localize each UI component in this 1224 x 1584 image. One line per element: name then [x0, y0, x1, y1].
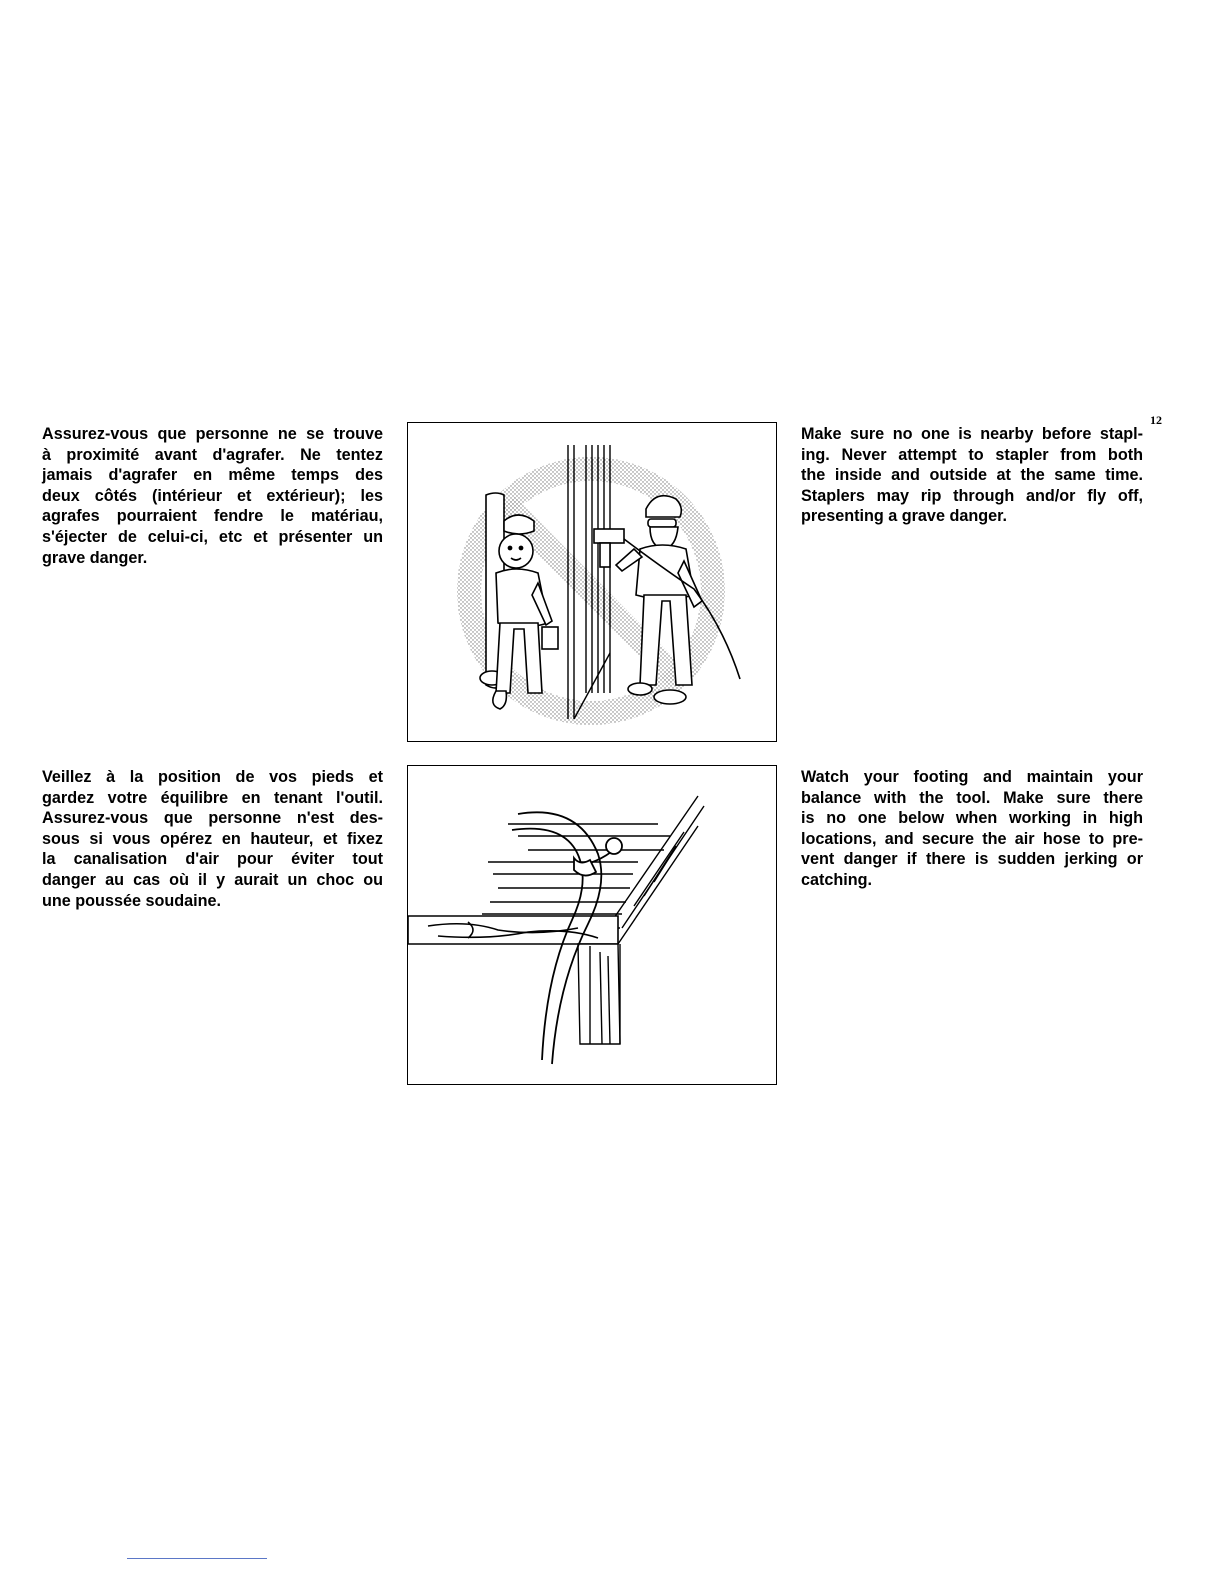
text-line: s'éjecter de celui-ci, etc et présenter un	[42, 527, 383, 546]
text-line: Assurez-vous que personne n'est des-	[42, 809, 383, 828]
footer-rule	[127, 1558, 267, 1559]
text-line: à proximité avant d'agrafer. Ne tentez	[42, 445, 383, 464]
text-line: Assurez-vous que personne ne se trouve	[42, 425, 383, 443]
page-number: 12	[1150, 413, 1162, 427]
text-line: Staplers may rip through and/or fly off,	[801, 486, 1143, 505]
text-line: Make sure no one is nearby before stapl-	[801, 425, 1143, 443]
text-line: presenting a grave danger.	[801, 507, 1008, 526]
english-paragraph-1	[801, 424, 1143, 527]
prohibition-illustration	[408, 423, 778, 743]
illustration-no-one-nearby	[407, 422, 777, 742]
text-line: jamais d'agrafer en même temps des	[42, 466, 383, 485]
text-line: locations, and secure the air hose to pre-	[801, 829, 1143, 848]
text-line: the inside and outside at the same time.	[801, 466, 1143, 485]
text-line: vent danger if there is sudden jerking or	[801, 850, 1143, 869]
beam	[408, 916, 618, 944]
text-line: Veillez à la position de vos pieds et	[42, 768, 383, 786]
text-line: la canalisation d'air pour éviter tout	[42, 850, 383, 869]
english-paragraph-2	[801, 767, 1143, 891]
text-line: Watch your footing and maintain your	[801, 768, 1143, 786]
text-line: grave danger.	[42, 548, 148, 567]
text-line: gardez votre équilibre en tenant l'outil.	[42, 788, 383, 807]
text-line: sous si vous opérez en hauteur, et fixez	[42, 829, 383, 848]
french-paragraph-2	[42, 767, 383, 911]
text-line: ing. Never attempt to stapler from both	[801, 445, 1143, 464]
text-line: catching.	[801, 870, 873, 889]
illustration-air-hose-secured	[407, 765, 777, 1085]
text-line: une poussée soudaine.	[42, 891, 222, 910]
text-line: agrafes pourraient fendre le matériau,	[42, 507, 383, 526]
text-line: deux côtés (intérieur et extérieur); les	[42, 486, 383, 505]
air-hose-illustration	[408, 766, 778, 1086]
text-line: is no one below when working in high	[801, 809, 1143, 828]
text-line: balance with the tool. Make sure there	[801, 788, 1143, 807]
french-paragraph-1	[42, 424, 383, 568]
text-line: danger au cas où il y aurait un choc ou	[42, 870, 383, 889]
